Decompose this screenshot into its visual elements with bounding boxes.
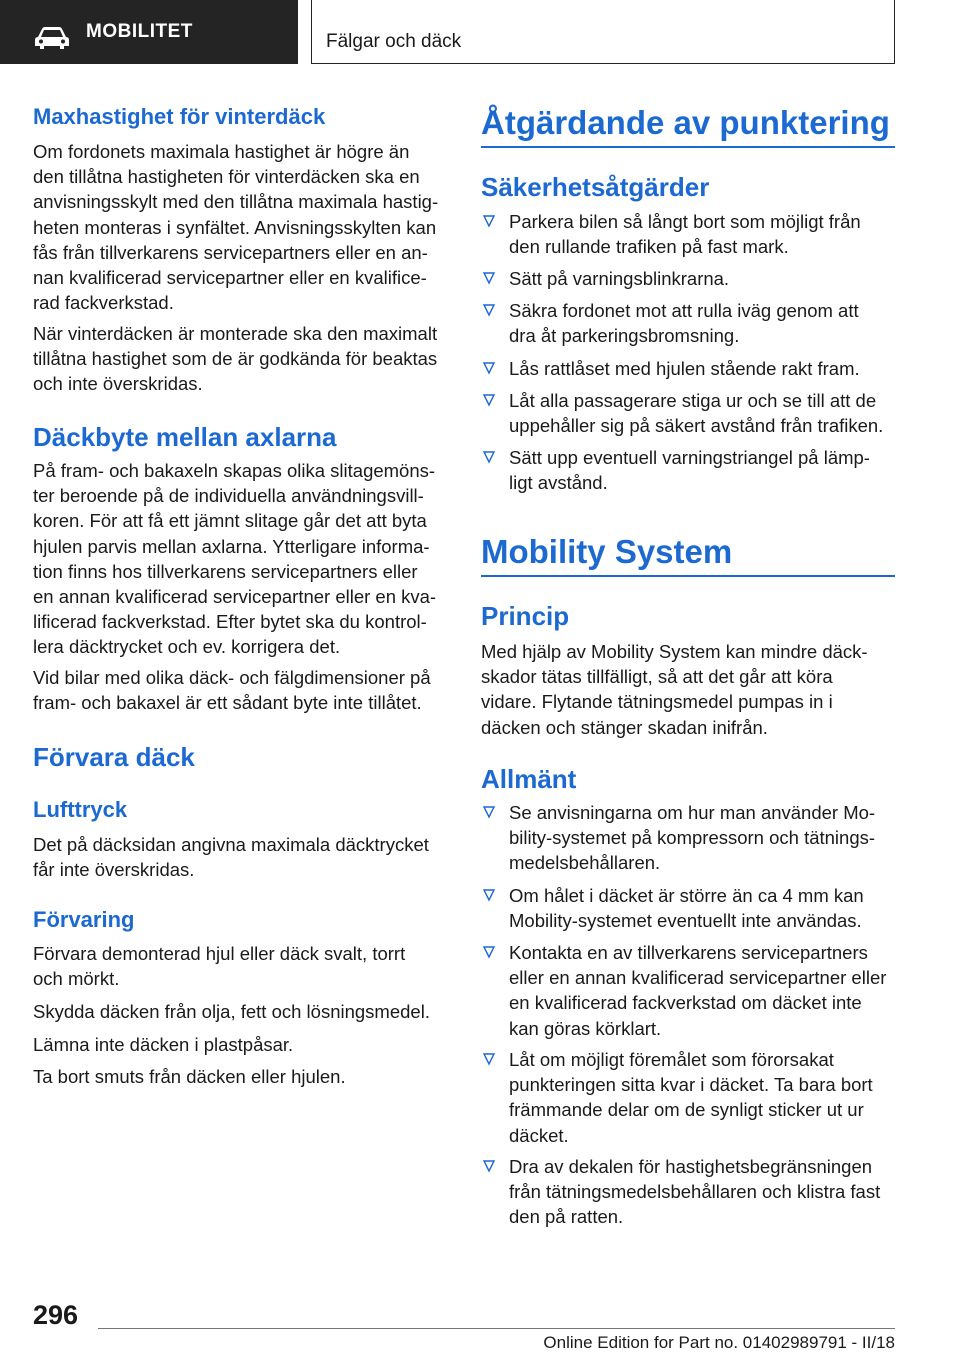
text-line: fås från tillverkarens servicepartners eller en an‐	[33, 241, 428, 263]
list-item-text	[509, 883, 864, 933]
text-line: Sätt på varningsblinkrarna.	[509, 268, 730, 289]
section-tab	[0, 0, 298, 64]
text-line: en annan kvalificerad servicepartner eller en kva‐	[33, 586, 437, 608]
text-line: tillåtna hastighet som de är godkända för beaktas	[33, 348, 438, 370]
text-line: Lås rattlåset med hjulen stående rakt fram.	[509, 358, 860, 379]
text-line: punkteringen sitta kvar i däcket. Ta bara bort	[509, 1074, 873, 1096]
car-icon	[34, 27, 70, 49]
text-line: Mobility-systemet eventuellt inte användas.	[509, 910, 862, 932]
text-line: Ta bort smuts från däcken eller hjulen.	[33, 1066, 346, 1087]
text-line: Dra av dekalen för hastighetsbegränsningen	[509, 1156, 873, 1177]
text-line: däcken och stänger skadan inifrån.	[481, 716, 768, 738]
text-line: Förvara demonterad hjul eller däck svalt, torrt	[33, 943, 406, 964]
text-line: ligt avstånd.	[509, 472, 608, 494]
text-line: nan kvalificerad servicepartner eller en kvalifice‐	[33, 267, 427, 289]
heading-principle: Princip	[481, 601, 570, 631]
triangle-bullet-icon	[482, 393, 496, 407]
triangle-bullet-icon	[482, 945, 496, 959]
triangle-bullet-icon	[482, 805, 496, 819]
text-line: Kontakta en av tillverkarens servicepartners	[509, 942, 868, 963]
text-line: På fram- och bakaxeln skapas olika slitagemöns‐	[33, 460, 436, 481]
heading-air-pressure: Lufttryck	[33, 797, 128, 822]
text-line: skador tätas tillfälligt, så att det går att köra	[481, 666, 833, 688]
triangle-bullet-icon	[482, 303, 496, 317]
paragraph-storage-3	[33, 1032, 293, 1057]
list-item-text	[509, 1154, 880, 1230]
text-line: den på ratten.	[509, 1206, 624, 1228]
list-item-text	[509, 388, 883, 438]
text-line: Om fordonets maximala hastighet är högre än	[33, 141, 410, 162]
paragraph-air-pressure	[33, 832, 429, 882]
paragraph-principle	[481, 639, 868, 740]
text-line: koren. För att få ett jämnt slitage går det att byta	[33, 510, 427, 532]
triangle-bullet-icon	[482, 1159, 496, 1173]
heading-rule	[481, 575, 895, 577]
text-line: lificerad fackverkstad. Efter bytet ska du kontrol‐	[33, 611, 427, 633]
text-line: Låt om möjligt föremålet som förorsakat	[509, 1049, 834, 1070]
heading-mobility-system: Mobility System	[481, 533, 733, 570]
text-line: vidare. Flytande tätningsmedel pumpas in i	[481, 691, 833, 713]
heading-rule	[481, 146, 895, 148]
triangle-bullet-icon	[482, 1052, 496, 1066]
text-line: Det på däcksidan angivna maximala däcktrycket	[33, 834, 429, 855]
triangle-bullet-icon	[482, 271, 496, 285]
text-line: och mörkt.	[33, 968, 120, 990]
text-line: heten monteras i synfältet. Anvisningsskylten kan	[33, 216, 437, 238]
text-line: medelsbehållaren.	[509, 852, 661, 874]
text-line: kan göras körklart.	[509, 1017, 662, 1039]
triangle-bullet-icon	[482, 361, 496, 375]
heading-puncture: Åtgärdande av punktering	[481, 104, 890, 141]
triangle-bullet-icon	[482, 450, 496, 464]
heading-tire-swap: Däckbyte mellan axlarna	[33, 422, 337, 452]
text-line: ter beroende på de individuella användningsvill‐	[33, 485, 424, 507]
paragraph-storage-4	[33, 1064, 346, 1089]
text-line: anvisningsskylt med den tillåtna maximala hastig‐	[33, 191, 439, 213]
list-item-text	[509, 940, 886, 1041]
paragraph-winter-speed-1	[33, 139, 438, 315]
text-line: bility-systemet på kompressorn och tätnings‐	[509, 827, 876, 849]
list-item-text	[509, 356, 860, 381]
triangle-bullet-icon	[482, 214, 496, 228]
text-line: Med hjälp av Mobility System kan mindre däck‐	[481, 641, 868, 662]
heading-general: Allmänt	[481, 764, 577, 794]
text-line: fram- och bakaxel är ett sådant byte inte tillåtet.	[33, 692, 422, 714]
paragraph-storage-1	[33, 941, 405, 991]
list-item-text	[509, 1047, 873, 1148]
text-line: hjulen parvis mellan axlarna. Ytterligare informa‐	[33, 535, 430, 557]
triangle-bullet-icon	[482, 888, 496, 902]
text-line: Säkra fordonet mot att rulla iväg genom att	[509, 300, 859, 321]
text-line: Låt alla passagerare stiga ur och se till att de	[509, 390, 877, 411]
text-line: Vid bilar med olika däck- och fälgdimensioner på	[33, 667, 431, 688]
chapter-title-box	[311, 0, 895, 64]
paragraph-storage-2	[33, 999, 430, 1024]
text-line: en kvalificerad fackverkstad om däcket inte	[509, 992, 862, 1014]
text-line: lera däcktrycket och ev. korrigera det.	[33, 636, 341, 658]
heading-winter-speed: Maxhastighet för vinterdäck	[33, 104, 326, 129]
text-line: Parkera bilen så långt bort som möjligt från	[509, 211, 861, 232]
list-item-text	[509, 800, 875, 876]
text-line: Skydda däcken från olja, fett och lösningsmedel.	[33, 1001, 430, 1022]
footer-rule	[98, 1328, 895, 1329]
list-item-text	[509, 298, 859, 348]
text-line: får inte överskridas.	[33, 859, 195, 881]
paragraph-tire-swap-2	[33, 665, 431, 715]
chapter-title: Fälgar och däck	[326, 31, 462, 52]
text-line: från tätningsmedelsbehållaren och klistra fast	[509, 1181, 881, 1203]
text-line: När vinterdäcken är monterade ska den maximalt	[33, 323, 438, 344]
text-line: dra åt parkeringsbromsning.	[509, 325, 740, 347]
paragraph-winter-speed-2	[33, 321, 437, 397]
text-line: Lämna inte däcken i plastpåsar.	[33, 1034, 294, 1055]
text-line: främmande delar om de synligt sticker ut ur	[509, 1099, 864, 1121]
list-item-text	[509, 266, 729, 291]
list-item-text	[509, 209, 861, 259]
page-number: 296	[33, 1300, 79, 1330]
heading-storage: Förvaring	[33, 907, 135, 932]
text-line: Sätt upp eventuell varningstriangel på lämp‐	[509, 447, 870, 468]
text-line: eller en annan kvalificerad servicepartner eller	[509, 967, 887, 989]
text-line: däcket.	[509, 1124, 569, 1146]
paragraph-tire-swap-1	[33, 458, 436, 660]
text-line: rad fackverkstad.	[33, 292, 174, 314]
section-label: MOBILITET	[86, 21, 193, 42]
text-line: och inte överskridas.	[33, 373, 203, 395]
text-line: den rullande trafiken på fast mark.	[509, 236, 789, 258]
text-line: tion finns hos tillverkarens servicepartners eller	[33, 560, 418, 582]
edition-text: Online Edition for Part no. 01402989791 - II/18	[543, 1333, 895, 1352]
text-line: uppehåller sig på säkert avstånd från trafiken.	[509, 415, 884, 437]
text-line: Se anvisningarna om hur man använder Mo‐	[509, 802, 876, 823]
list-item-text	[509, 445, 870, 495]
heading-store-tires: Förvara däck	[33, 742, 195, 772]
text-line: Om hålet i däcket är större än ca 4 mm kan	[509, 885, 864, 906]
text-line: den tillåtna hastigheten för vinterdäcken ska en	[33, 166, 420, 188]
heading-safety-measures: Säkerhetsåtgärder	[481, 172, 710, 202]
